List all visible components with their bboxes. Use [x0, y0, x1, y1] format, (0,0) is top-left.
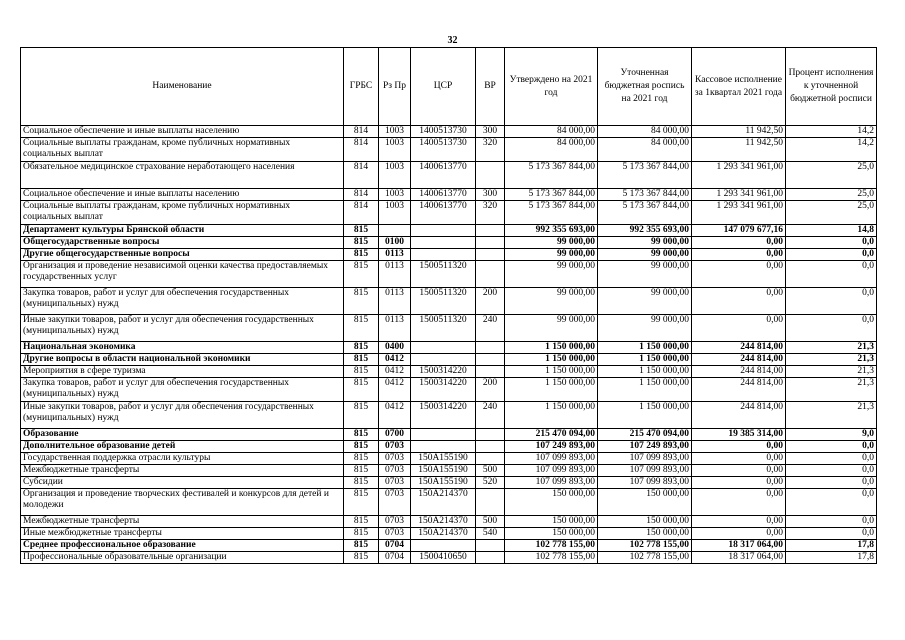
- row-approved: 102 778 155,00: [505, 552, 598, 564]
- row-cash: 0,00: [692, 288, 786, 315]
- row-vr: [476, 342, 505, 354]
- row-name: Департамент культуры Брянской области: [21, 225, 344, 237]
- table-row: [21, 126, 877, 138]
- row-name: Среднее профессиональное образование: [21, 540, 344, 552]
- row-grbs: 815: [344, 429, 379, 441]
- row-approved: 1 150 000,00: [505, 378, 598, 402]
- row-csr: [411, 540, 476, 552]
- row-approved: 150 000,00: [505, 528, 598, 540]
- row-percent: 21,3: [786, 366, 877, 378]
- row-refined: 150 000,00: [598, 528, 692, 540]
- row-vr: 540: [476, 528, 505, 540]
- row-approved: 107 099 893,00: [505, 465, 598, 477]
- row-grbs: 815: [344, 528, 379, 540]
- row-vr: [476, 249, 505, 261]
- row-refined: 107 249 893,00: [598, 441, 692, 453]
- row-grbs: 815: [344, 552, 379, 564]
- row-percent: 0,0: [786, 261, 877, 288]
- row-refined: 1 150 000,00: [598, 366, 692, 378]
- header-grbs: ГРБС: [344, 48, 379, 126]
- row-name: Другие вопросы в области национальной экономики: [21, 354, 344, 366]
- table-row: [21, 402, 877, 429]
- row-rzpr: 0703: [379, 516, 411, 528]
- header-cash: Кассовое исполнение за 1квартал 2021 года: [692, 48, 786, 126]
- table-row: [21, 162, 877, 189]
- row-rzpr: 0704: [379, 540, 411, 552]
- table-row: [21, 465, 877, 477]
- row-grbs: 815: [344, 225, 379, 237]
- row-rzpr: 0703: [379, 477, 411, 489]
- row-name: Дополнительное образование детей: [21, 441, 344, 453]
- row-name: Профессиональные образовательные организации: [21, 552, 344, 564]
- row-percent: 21,3: [786, 342, 877, 354]
- row-refined: 107 099 893,00: [598, 465, 692, 477]
- row-percent: 25,0: [786, 201, 877, 225]
- row-rzpr: 0703: [379, 465, 411, 477]
- table-row: [21, 441, 877, 453]
- row-rzpr: 0113: [379, 315, 411, 342]
- row-csr: 1500314220: [411, 378, 476, 402]
- row-grbs: 814: [344, 126, 379, 138]
- row-approved: 107 099 893,00: [505, 453, 598, 465]
- table-row: [21, 189, 877, 201]
- header-refined: Уточненная бюджетная роспись на 2021 год: [598, 48, 692, 126]
- row-csr: 150A214370: [411, 528, 476, 540]
- row-percent: 14,2: [786, 126, 877, 138]
- row-percent: 14,8: [786, 225, 877, 237]
- row-name: Образование: [21, 429, 344, 441]
- row-rzpr: 1003: [379, 201, 411, 225]
- row-approved: 5 173 367 844,00: [505, 162, 598, 189]
- row-name: Социальные выплаты гражданам, кроме публичных нормативных социальных выплат: [21, 201, 344, 225]
- row-refined: 99 000,00: [598, 249, 692, 261]
- row-csr: 1500511320: [411, 261, 476, 288]
- row-grbs: 815: [344, 342, 379, 354]
- table-body: [21, 126, 877, 564]
- row-cash: 0,00: [692, 249, 786, 261]
- table-row: [21, 288, 877, 315]
- row-approved: 1 150 000,00: [505, 342, 598, 354]
- row-rzpr: 1003: [379, 189, 411, 201]
- row-vr: 240: [476, 402, 505, 429]
- row-refined: 84 000,00: [598, 126, 692, 138]
- row-csr: 1400613770: [411, 201, 476, 225]
- row-cash: 0,00: [692, 453, 786, 465]
- row-percent: 25,0: [786, 189, 877, 201]
- row-csr: 150A214370: [411, 489, 476, 516]
- row-grbs: 815: [344, 453, 379, 465]
- row-rzpr: 0703: [379, 441, 411, 453]
- row-grbs: 814: [344, 162, 379, 189]
- row-approved: 102 778 155,00: [505, 540, 598, 552]
- row-csr: [411, 441, 476, 453]
- row-percent: 0,0: [786, 528, 877, 540]
- row-rzpr: 0703: [379, 489, 411, 516]
- row-grbs: 815: [344, 366, 379, 378]
- row-cash: 11 942,50: [692, 126, 786, 138]
- row-refined: 99 000,00: [598, 315, 692, 342]
- row-name: Межбюджетные трансферты: [21, 516, 344, 528]
- row-vr: 300: [476, 189, 505, 201]
- row-rzpr: 0400: [379, 342, 411, 354]
- row-vr: [476, 261, 505, 288]
- row-name: Мероприятия в сфере туризма: [21, 366, 344, 378]
- table-row: [21, 552, 877, 564]
- row-name: Субсидии: [21, 477, 344, 489]
- row-percent: 25,0: [786, 162, 877, 189]
- row-refined: 1 150 000,00: [598, 402, 692, 429]
- row-refined: 215 470 094,00: [598, 429, 692, 441]
- row-grbs: 815: [344, 489, 379, 516]
- row-rzpr: 1003: [379, 126, 411, 138]
- row-refined: 5 173 367 844,00: [598, 189, 692, 201]
- table-header-row: [21, 48, 877, 126]
- row-approved: 84 000,00: [505, 126, 598, 138]
- table-row: [21, 528, 877, 540]
- row-csr: 150A214370: [411, 516, 476, 528]
- row-approved: 107 249 893,00: [505, 441, 598, 453]
- row-grbs: 815: [344, 354, 379, 366]
- row-rzpr: 0412: [379, 378, 411, 402]
- row-approved: 99 000,00: [505, 249, 598, 261]
- row-cash: 0,00: [692, 261, 786, 288]
- row-vr: 500: [476, 516, 505, 528]
- table-row: [21, 489, 877, 516]
- row-vr: 500: [476, 465, 505, 477]
- row-refined: 99 000,00: [598, 237, 692, 249]
- row-rzpr: 1003: [379, 162, 411, 189]
- row-percent: 0,0: [786, 516, 877, 528]
- row-cash: 11 942,50: [692, 138, 786, 162]
- row-refined: 1 150 000,00: [598, 342, 692, 354]
- row-approved: 1 150 000,00: [505, 402, 598, 429]
- row-refined: 1 150 000,00: [598, 378, 692, 402]
- row-percent: 17,8: [786, 540, 877, 552]
- row-percent: 0,0: [786, 237, 877, 249]
- row-csr: [411, 342, 476, 354]
- row-refined: 150 000,00: [598, 516, 692, 528]
- row-rzpr: 1003: [379, 138, 411, 162]
- row-cash: 0,00: [692, 441, 786, 453]
- row-refined: 5 173 367 844,00: [598, 162, 692, 189]
- row-vr: [476, 162, 505, 189]
- row-refined: 992 355 693,00: [598, 225, 692, 237]
- table-row: [21, 201, 877, 225]
- row-grbs: 815: [344, 540, 379, 552]
- row-refined: 102 778 155,00: [598, 540, 692, 552]
- budget-execution-table: [20, 47, 877, 564]
- row-refined: 1 150 000,00: [598, 354, 692, 366]
- row-grbs: 814: [344, 201, 379, 225]
- row-cash: 0,00: [692, 315, 786, 342]
- row-approved: 99 000,00: [505, 261, 598, 288]
- row-csr: 1500410650: [411, 552, 476, 564]
- row-rzpr: 0113: [379, 249, 411, 261]
- row-name: Национальная экономика: [21, 342, 344, 354]
- row-approved: 5 173 367 844,00: [505, 201, 598, 225]
- row-grbs: 815: [344, 237, 379, 249]
- row-approved: 99 000,00: [505, 237, 598, 249]
- row-cash: 244 814,00: [692, 366, 786, 378]
- row-rzpr: 0703: [379, 453, 411, 465]
- row-name: Закупка товаров, работ и услуг для обеспечения государственных (муниципальных) нужд: [21, 378, 344, 402]
- row-percent: 0,0: [786, 249, 877, 261]
- row-cash: 244 814,00: [692, 354, 786, 366]
- row-rzpr: 0412: [379, 402, 411, 429]
- row-csr: 1500314220: [411, 366, 476, 378]
- row-rzpr: 0700: [379, 429, 411, 441]
- row-vr: [476, 552, 505, 564]
- row-approved: 99 000,00: [505, 288, 598, 315]
- row-vr: 300: [476, 126, 505, 138]
- row-vr: [476, 225, 505, 237]
- row-rzpr: 0113: [379, 288, 411, 315]
- row-refined: 107 099 893,00: [598, 453, 692, 465]
- row-csr: [411, 249, 476, 261]
- row-csr: 1500314220: [411, 402, 476, 429]
- row-approved: 1 150 000,00: [505, 354, 598, 366]
- row-percent: 21,3: [786, 354, 877, 366]
- row-grbs: 815: [344, 315, 379, 342]
- row-vr: [476, 441, 505, 453]
- row-name: Государственная поддержка отрасли культуры: [21, 453, 344, 465]
- row-refined: 84 000,00: [598, 138, 692, 162]
- row-rzpr: 0100: [379, 237, 411, 249]
- row-csr: 150A155190: [411, 465, 476, 477]
- table-row: [21, 225, 877, 237]
- row-csr: 1400513730: [411, 126, 476, 138]
- row-percent: 9,0: [786, 429, 877, 441]
- row-vr: [476, 453, 505, 465]
- header-csr: ЦСР: [411, 48, 476, 126]
- table-row: [21, 315, 877, 342]
- row-name: Организация и проведение независимой оценки качества предоставляемых государственных услуг: [21, 261, 344, 288]
- row-vr: 320: [476, 138, 505, 162]
- row-name: Другие общегосударственные вопросы: [21, 249, 344, 261]
- header-approved: Утверждено на 2021 год: [505, 48, 598, 126]
- row-name: Иные закупки товаров, работ и услуг для обеспечения государственных (муниципальных) нужд: [21, 315, 344, 342]
- row-refined: 150 000,00: [598, 489, 692, 516]
- table-row: [21, 453, 877, 465]
- row-csr: 1400613770: [411, 162, 476, 189]
- row-name: Социальное обеспечение и иные выплаты населению: [21, 189, 344, 201]
- row-refined: 99 000,00: [598, 288, 692, 315]
- row-cash: 147 079 677,16: [692, 225, 786, 237]
- row-csr: 1500511320: [411, 288, 476, 315]
- row-cash: 18 317 064,00: [692, 552, 786, 564]
- row-csr: [411, 225, 476, 237]
- row-grbs: 815: [344, 441, 379, 453]
- row-cash: 0,00: [692, 465, 786, 477]
- row-csr: [411, 429, 476, 441]
- row-name: Иные закупки товаров, работ и услуг для обеспечения государственных (муниципальных) нужд: [21, 402, 344, 429]
- row-grbs: 814: [344, 138, 379, 162]
- row-refined: 5 173 367 844,00: [598, 201, 692, 225]
- row-grbs: 815: [344, 477, 379, 489]
- row-approved: 150 000,00: [505, 516, 598, 528]
- row-grbs: 815: [344, 516, 379, 528]
- row-csr: 1400513730: [411, 138, 476, 162]
- row-vr: 200: [476, 288, 505, 315]
- table-row: [21, 138, 877, 162]
- row-cash: 0,00: [692, 477, 786, 489]
- row-approved: 107 099 893,00: [505, 477, 598, 489]
- row-percent: 0,0: [786, 489, 877, 516]
- row-vr: [476, 366, 505, 378]
- row-cash: 244 814,00: [692, 342, 786, 354]
- header-percent: Процент исполнения к уточненной бюджетной росписи: [786, 48, 877, 126]
- row-approved: 150 000,00: [505, 489, 598, 516]
- row-percent: 17,8: [786, 552, 877, 564]
- row-refined: 107 099 893,00: [598, 477, 692, 489]
- row-grbs: 815: [344, 402, 379, 429]
- row-rzpr: 0703: [379, 528, 411, 540]
- row-percent: 21,3: [786, 402, 877, 429]
- row-cash: 1 293 341 961,00: [692, 162, 786, 189]
- row-refined: 99 000,00: [598, 261, 692, 288]
- row-percent: 0,0: [786, 288, 877, 315]
- row-approved: 99 000,00: [505, 315, 598, 342]
- header-rzpr: Рз Пр: [379, 48, 411, 126]
- row-percent: 21,3: [786, 378, 877, 402]
- row-percent: 0,0: [786, 477, 877, 489]
- row-rzpr: 0113: [379, 261, 411, 288]
- row-approved: 5 173 367 844,00: [505, 189, 598, 201]
- table-row: [21, 378, 877, 402]
- row-grbs: 815: [344, 249, 379, 261]
- row-percent: 0,0: [786, 441, 877, 453]
- row-vr: 240: [476, 315, 505, 342]
- row-vr: [476, 489, 505, 516]
- row-name: Организация и проведение творческих фестивалей и конкурсов для детей и молодежи: [21, 489, 344, 516]
- row-cash: 0,00: [692, 489, 786, 516]
- row-csr: 1400613770: [411, 189, 476, 201]
- row-percent: 0,0: [786, 315, 877, 342]
- row-cash: 244 814,00: [692, 402, 786, 429]
- row-rzpr: 0412: [379, 366, 411, 378]
- row-csr: [411, 237, 476, 249]
- row-cash: 0,00: [692, 237, 786, 249]
- row-refined: 102 778 155,00: [598, 552, 692, 564]
- row-cash: 1 293 341 961,00: [692, 189, 786, 201]
- row-csr: 1500511320: [411, 315, 476, 342]
- table-row: [21, 354, 877, 366]
- page-number: 32: [447, 35, 458, 46]
- table-row: [21, 237, 877, 249]
- row-name: Иные межбюджетные трансферты: [21, 528, 344, 540]
- row-vr: 520: [476, 477, 505, 489]
- row-percent: 0,0: [786, 465, 877, 477]
- table-row: [21, 429, 877, 441]
- header-vr: ВР: [476, 48, 505, 126]
- row-rzpr: [379, 225, 411, 237]
- table-row: [21, 516, 877, 528]
- row-grbs: 815: [344, 465, 379, 477]
- row-grbs: 814: [344, 189, 379, 201]
- row-cash: 0,00: [692, 528, 786, 540]
- row-percent: 14,2: [786, 138, 877, 162]
- row-vr: [476, 429, 505, 441]
- row-vr: [476, 540, 505, 552]
- row-name: Социальное обеспечение и иные выплаты населению: [21, 126, 344, 138]
- row-cash: 18 317 064,00: [692, 540, 786, 552]
- row-cash: 0,00: [692, 516, 786, 528]
- table-row: [21, 366, 877, 378]
- row-rzpr: 0412: [379, 354, 411, 366]
- table-row: [21, 342, 877, 354]
- row-grbs: 815: [344, 288, 379, 315]
- row-vr: [476, 354, 505, 366]
- table-row: [21, 477, 877, 489]
- row-approved: 992 355 693,00: [505, 225, 598, 237]
- table-row: [21, 261, 877, 288]
- row-approved: 215 470 094,00: [505, 429, 598, 441]
- row-csr: 150A155190: [411, 477, 476, 489]
- row-percent: 0,0: [786, 453, 877, 465]
- row-grbs: 815: [344, 261, 379, 288]
- row-vr: [476, 237, 505, 249]
- row-approved: 84 000,00: [505, 138, 598, 162]
- row-cash: 244 814,00: [692, 378, 786, 402]
- row-csr: 150A155190: [411, 453, 476, 465]
- table-row: [21, 249, 877, 261]
- header-name: Наименование: [21, 48, 344, 126]
- row-name: Закупка товаров, работ и услуг для обеспечения государственных (муниципальных) нужд: [21, 288, 344, 315]
- row-approved: 1 150 000,00: [505, 366, 598, 378]
- row-vr: 320: [476, 201, 505, 225]
- row-name: Социальные выплаты гражданам, кроме публичных нормативных социальных выплат: [21, 138, 344, 162]
- row-rzpr: 0704: [379, 552, 411, 564]
- row-vr: 200: [476, 378, 505, 402]
- table-row: [21, 540, 877, 552]
- row-name: Обязательное медицинское страхование неработающего населения: [21, 162, 344, 189]
- row-name: Общегосударственные вопросы: [21, 237, 344, 249]
- row-cash: 19 385 314,00: [692, 429, 786, 441]
- row-cash: 1 293 341 961,00: [692, 201, 786, 225]
- row-grbs: 815: [344, 378, 379, 402]
- row-csr: [411, 354, 476, 366]
- row-name: Межбюджетные трансферты: [21, 465, 344, 477]
